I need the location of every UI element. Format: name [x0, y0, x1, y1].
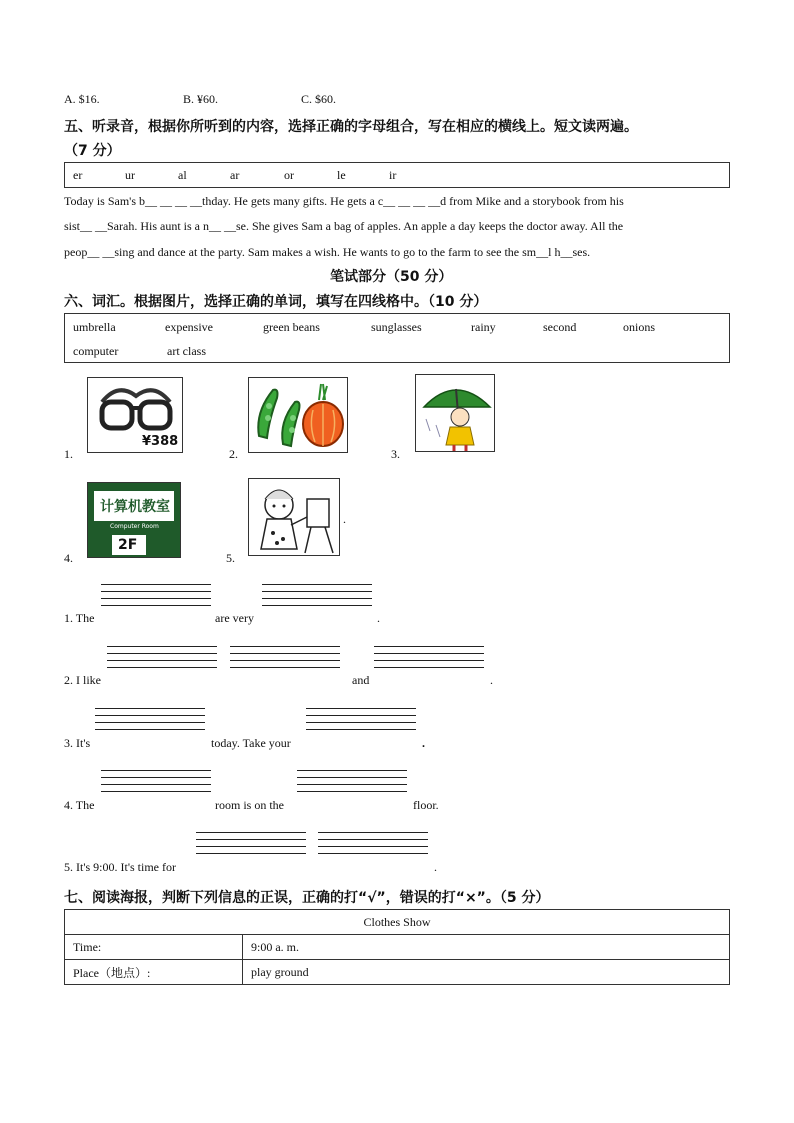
pic-number: 1.	[64, 447, 73, 461]
letter-option: le	[337, 168, 346, 182]
word-option: umbrella	[73, 320, 116, 334]
option-c: C. $60.	[301, 92, 337, 106]
sentence-3-end: .	[422, 736, 425, 750]
art-class-picture	[248, 478, 340, 556]
sentence-3-start: 3. It's	[64, 736, 91, 750]
sentence-2-start: 2. I like	[64, 673, 101, 687]
beans-onion-picture	[248, 377, 348, 453]
price-tag: ¥388	[142, 434, 179, 449]
sentence-5-start: 5. It's 9:00. It's time for	[64, 860, 176, 874]
section6-title: 六、词汇。根据图片，选择正确的单词，填写在四线格中。（10 分）	[64, 294, 488, 310]
letter-option: ar	[230, 168, 240, 182]
written-part-heading: 笔试部分（50 分）	[330, 269, 453, 285]
answer-writing-lines[interactable]	[262, 584, 372, 606]
answer-writing-lines[interactable]	[107, 646, 217, 668]
option-a: A. $16.	[64, 92, 100, 106]
sign-english-text: Computer Room	[110, 523, 159, 530]
answer-writing-lines[interactable]	[374, 646, 484, 668]
sentence-4-end: floor.	[413, 798, 439, 812]
sign-chinese-text: 计算机教室	[100, 499, 170, 515]
letter-box	[64, 162, 730, 188]
answer-writing-lines[interactable]	[95, 708, 205, 730]
pic-number: 3.	[391, 447, 400, 461]
word-option: computer	[73, 344, 119, 358]
letter-option: al	[178, 168, 187, 182]
clothes-show-poster	[64, 909, 730, 985]
pic-number: 4.	[64, 551, 73, 565]
girl-painting-icon	[249, 479, 340, 556]
poster-value: 9:00 a. m.	[243, 935, 730, 960]
sentence-3-middle: today. Take your	[211, 736, 291, 750]
poster-row	[65, 960, 730, 985]
word-option: art class	[167, 344, 206, 358]
umbrella-icon	[416, 375, 495, 452]
poster-value: play ground	[243, 960, 730, 985]
computer-room-sign-picture	[87, 482, 181, 558]
word-option: rainy	[471, 320, 496, 334]
sentence-2-end: .	[490, 673, 493, 687]
poster-label: Place（地点）:	[65, 960, 243, 985]
poster-row	[65, 935, 730, 960]
umbrella-picture	[415, 374, 495, 452]
letter-option: ir	[389, 168, 397, 182]
pic-number: 2.	[229, 447, 238, 461]
sunglasses-picture	[87, 377, 183, 453]
stray-dot: .	[343, 512, 346, 526]
passage-line-2: sist__ __Sarah. His aunt is a n__ __se. She gives Sam a bag of apples. An apple a day keeps the doctor away. All the	[64, 219, 624, 233]
answer-writing-lines[interactable]	[101, 584, 211, 606]
section5-score: （7 分）	[64, 143, 121, 159]
answer-writing-lines[interactable]	[196, 832, 306, 854]
poster-label: Time:	[65, 935, 243, 960]
sentence-5-end: .	[434, 860, 437, 874]
section5-title: 五、听录音，根据你所听到的内容，选择正确的字母组合，写在相应的横线上。短文读两遍。	[64, 119, 638, 135]
sign-floor-text: 2F	[118, 537, 138, 553]
passage-line-3: peop__ __sing and dance at the party. Sam makes a wish. He wants to go to the farm to see the sm__l h__ses.	[64, 245, 591, 259]
word-option: second	[543, 320, 577, 334]
word-option: onions	[623, 320, 656, 334]
letter-option: ur	[125, 168, 135, 182]
sentence-2-middle: and	[352, 673, 370, 687]
letter-option: er	[73, 168, 83, 182]
poster-title: Clothes Show	[65, 910, 730, 935]
answer-writing-lines[interactable]	[101, 770, 211, 792]
word-option: expensive	[165, 320, 213, 334]
sentence-4-middle: room is on the	[215, 798, 284, 812]
answer-writing-lines[interactable]	[318, 832, 428, 854]
word-bank	[64, 313, 730, 363]
answer-writing-lines[interactable]	[306, 708, 416, 730]
option-b: B. ¥60.	[183, 92, 219, 106]
pic-number: 5.	[226, 551, 235, 565]
sentence-1-end: .	[377, 611, 380, 625]
passage-line-1: Today is Sam's b__ __ __ __thday. He gets many gifts. He gets a c__ __ __ __d from Mike and a storybook from his	[64, 194, 624, 208]
word-option: green beans	[263, 320, 320, 334]
sentence-1-start: 1. The	[64, 611, 95, 625]
answer-writing-lines[interactable]	[297, 770, 407, 792]
sentence-1-middle: are very	[215, 611, 254, 625]
section7-title: 七、阅读海报，判断下列信息的正误，正确的打“√”，错误的打“×”。（5 分）	[64, 890, 550, 906]
word-option: sunglasses	[371, 320, 422, 334]
poster-title-row	[65, 910, 730, 935]
answer-writing-lines[interactable]	[230, 646, 340, 668]
green-beans-onion-icon	[249, 378, 348, 453]
sentence-4-start: 4. The	[64, 798, 95, 812]
letter-option: or	[284, 168, 294, 182]
